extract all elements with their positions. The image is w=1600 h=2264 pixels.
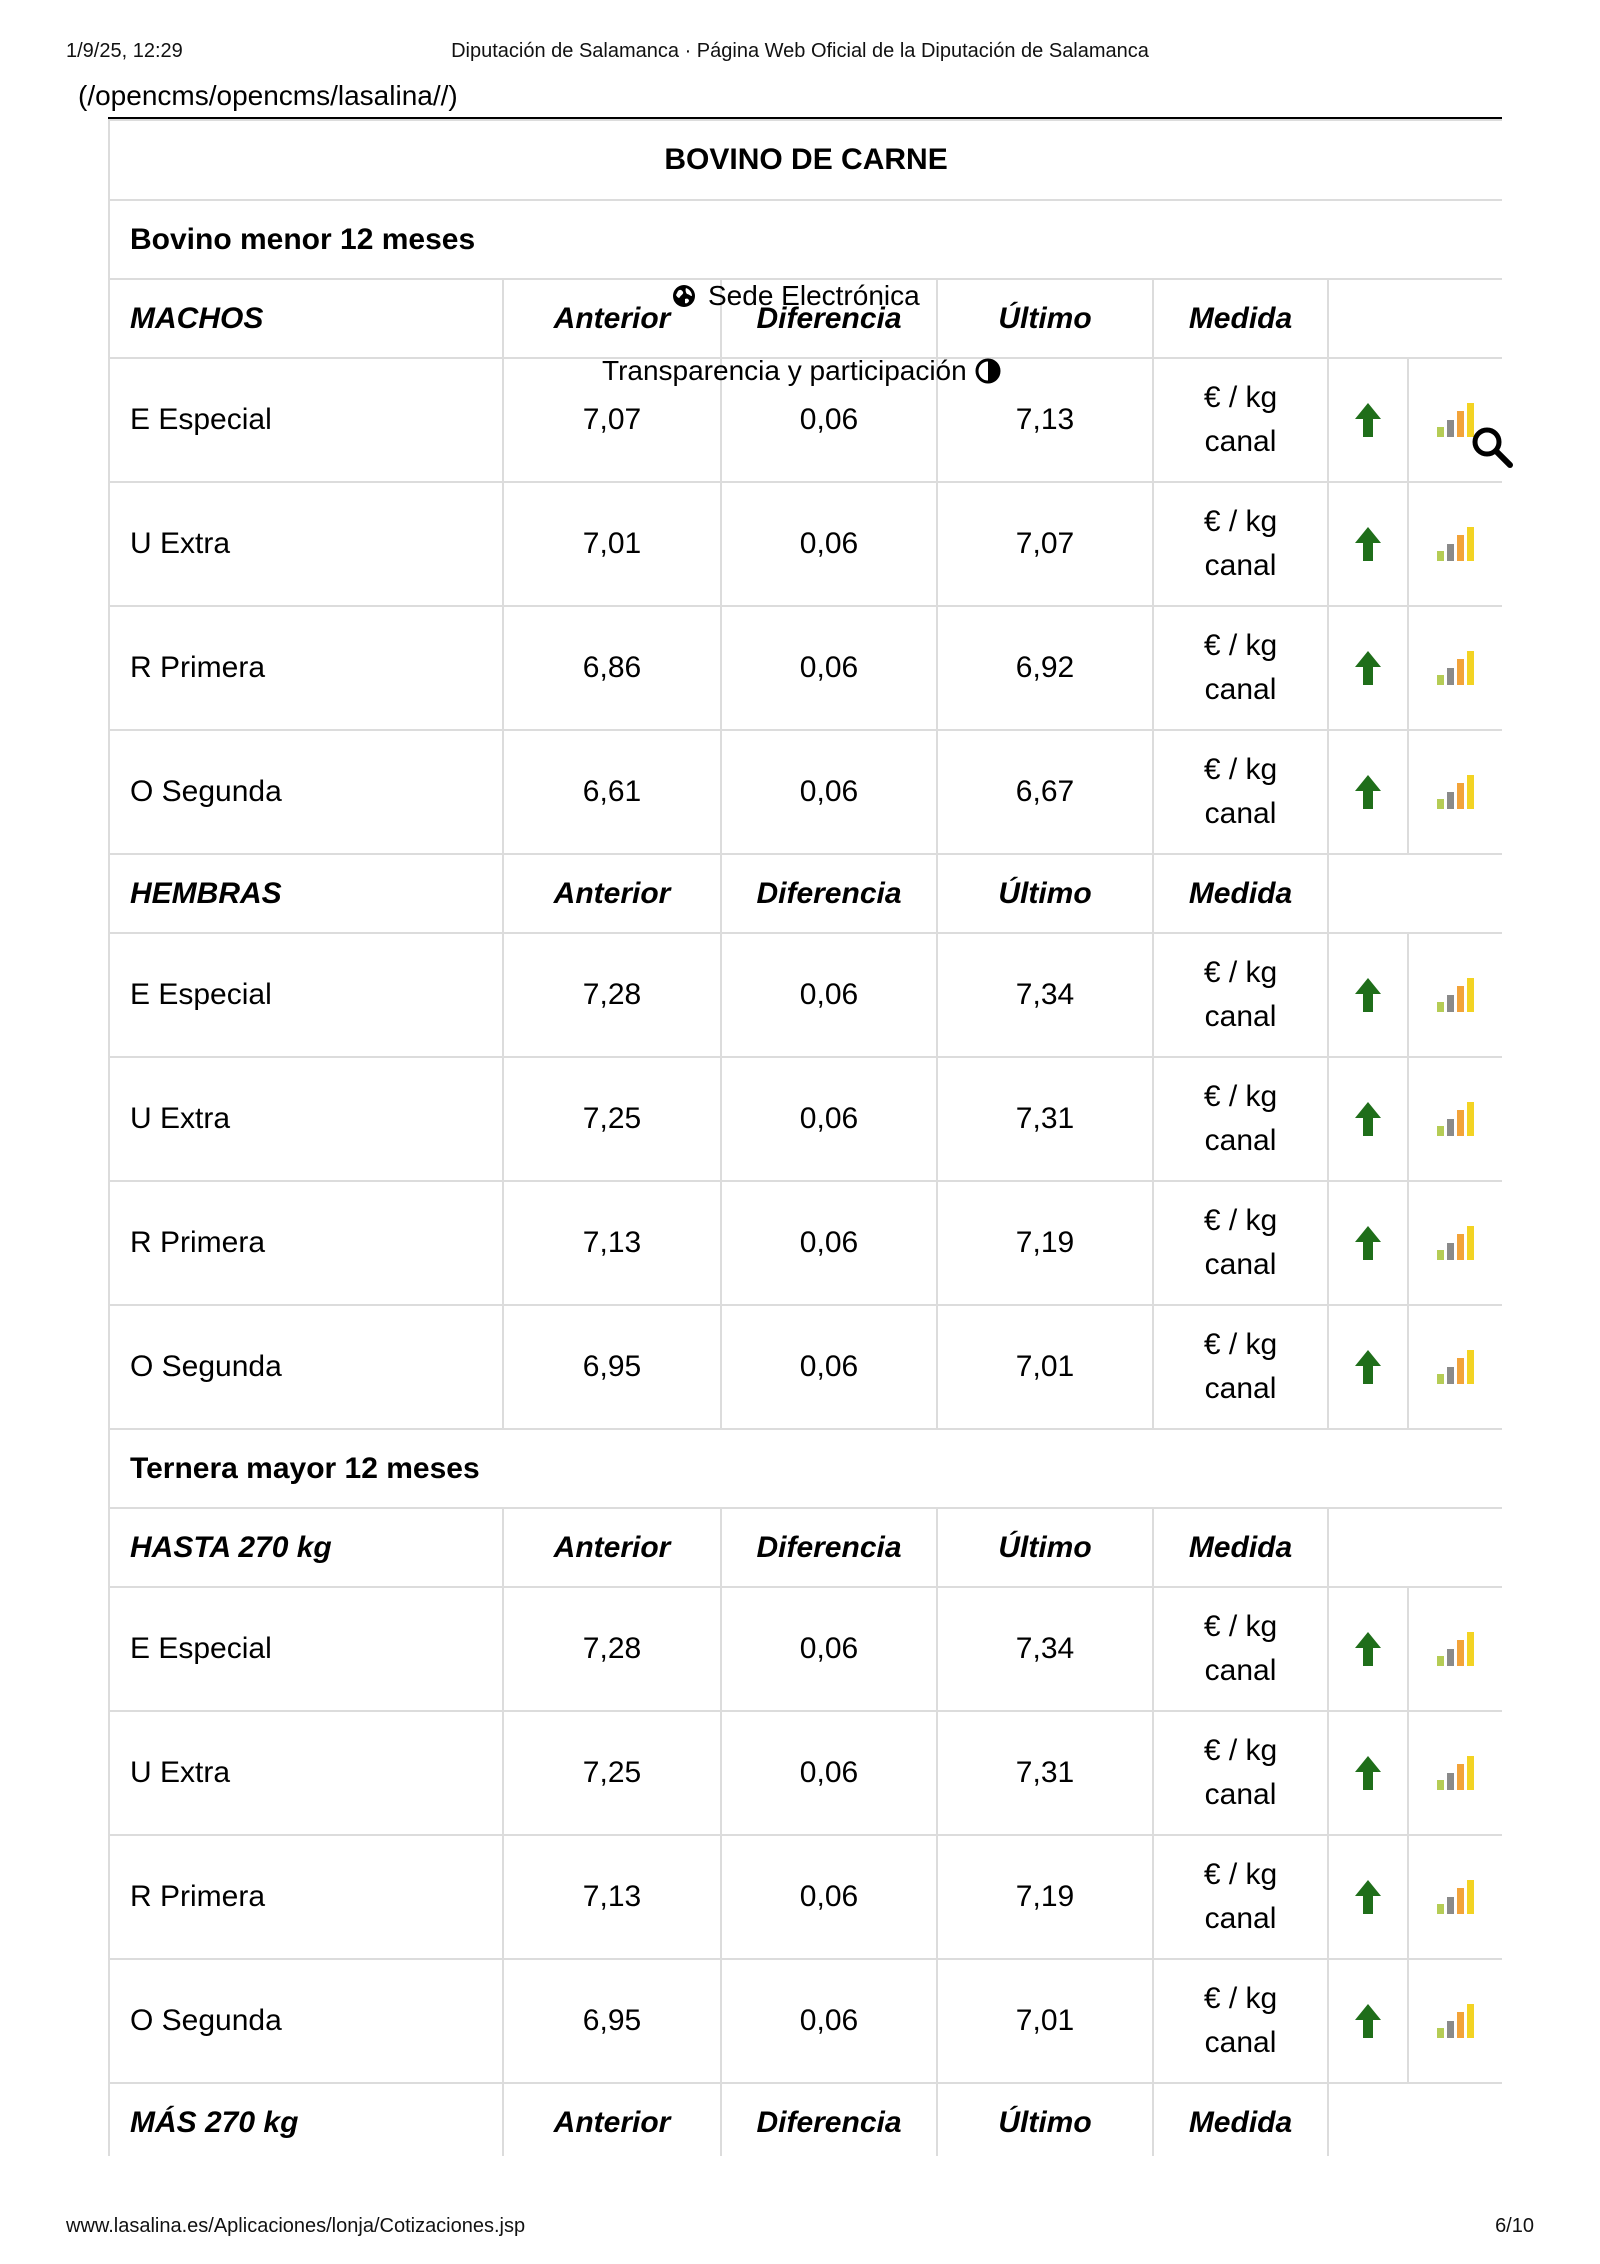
arrow-up-icon: [1354, 1225, 1382, 1261]
column-header-row: [109, 1508, 1502, 1587]
measure-line: € / kg: [1203, 629, 1278, 662]
table-title: BOVINO DE CARNE: [109, 120, 1502, 200]
measure-unit: [1153, 730, 1328, 854]
anterior-value: 7,28: [503, 933, 721, 1057]
measure-unit: [1153, 358, 1328, 482]
header-empty-cell: [1328, 2083, 1502, 2156]
diferencia-value: 0,06: [721, 730, 937, 854]
trend-cell: [1328, 1181, 1408, 1305]
diferencia-value: 0,06: [721, 482, 937, 606]
arrow-up-icon: [1354, 774, 1382, 810]
globe-icon: [672, 284, 696, 308]
measure-line: € / kg: [1203, 1328, 1278, 1361]
trend-cell: [1328, 1959, 1408, 2083]
diferencia-value: 0,06: [721, 1835, 937, 1959]
measure-unit: [1153, 1305, 1328, 1429]
arrow-up-icon: [1354, 526, 1382, 562]
category-label: O Segunda: [109, 1305, 503, 1429]
diferencia-value: 0,06: [721, 1057, 937, 1181]
ultimo-value: 6,92: [937, 606, 1153, 730]
arrow-up-icon: [1354, 1879, 1382, 1915]
header-medida: Medida: [1153, 279, 1328, 358]
measure-line: canal: [1204, 1000, 1277, 1033]
ultimo-value: 7,34: [937, 933, 1153, 1057]
table-row: [109, 1835, 1502, 1959]
header-diferencia: Diferencia: [721, 2083, 937, 2156]
diferencia-value: 0,06: [721, 358, 937, 482]
anterior-value: 6,95: [503, 1959, 721, 2083]
home-link[interactable]: (/opencms/opencms/lasalina//): [78, 80, 458, 111]
header-anterior: Anterior: [503, 854, 721, 933]
bar-chart-icon[interactable]: [1435, 1631, 1477, 1667]
header-anterior: Anterior: [503, 279, 721, 358]
measure-line: canal: [1204, 797, 1277, 830]
measure-line: € / kg: [1203, 1734, 1278, 1767]
arrow-up-icon: [1354, 650, 1382, 686]
ultimo-value: 7,13: [937, 358, 1153, 482]
anterior-value: 6,86: [503, 606, 721, 730]
header-empty-cell: [1328, 279, 1502, 358]
anterior-value: 6,61: [503, 730, 721, 854]
section-label: MACHOS: [109, 279, 503, 358]
measure-line: canal: [1204, 2026, 1277, 2059]
measure-line: € / kg: [1203, 1610, 1278, 1643]
anterior-value: 7,25: [503, 1711, 721, 1835]
trend-cell: [1328, 1711, 1408, 1835]
trend-cell: [1328, 1305, 1408, 1429]
chart-cell[interactable]: [1408, 1711, 1502, 1835]
page-number: 6/10: [1495, 2215, 1534, 2237]
header-ultimo: Último: [937, 279, 1153, 358]
trend-cell: [1328, 606, 1408, 730]
section-label: HASTA 270 kg: [109, 1508, 503, 1587]
bar-chart-icon[interactable]: [1435, 1755, 1477, 1791]
ultimo-value: 7,01: [937, 1305, 1153, 1429]
measure-line: canal: [1204, 1124, 1277, 1157]
search-icon[interactable]: [1470, 425, 1514, 469]
anterior-value: 7,07: [503, 358, 721, 482]
measure-line: € / kg: [1203, 1204, 1278, 1237]
header-anterior: Anterior: [503, 2083, 721, 2156]
transparencia-link[interactable]: [602, 355, 1001, 387]
price-table: [108, 119, 1502, 2156]
header-empty-cell: [1328, 854, 1502, 933]
diferencia-value: 0,06: [721, 1181, 937, 1305]
table-row: [109, 1057, 1502, 1181]
arrow-up-icon: [1354, 2003, 1382, 2039]
chart-cell[interactable]: [1408, 606, 1502, 730]
diferencia-value: 0,06: [721, 1959, 937, 2083]
bar-chart-icon[interactable]: [1435, 1349, 1477, 1385]
print-header: [66, 40, 1534, 64]
anterior-value: 7,13: [503, 1181, 721, 1305]
measure-unit: [1153, 1835, 1328, 1959]
table-row: [109, 933, 1502, 1057]
header-anterior: Anterior: [503, 1508, 721, 1587]
transparencia-label: Transparencia y participación: [602, 355, 967, 386]
chart-cell[interactable]: [1408, 1305, 1502, 1429]
table-title-row: [109, 120, 1502, 200]
header-medida: Medida: [1153, 1508, 1328, 1587]
ultimo-value: 7,34: [937, 1587, 1153, 1711]
measure-line: canal: [1204, 1248, 1277, 1281]
anterior-value: 7,13: [503, 1835, 721, 1959]
group-title: Ternera mayor 12 meses: [109, 1429, 1502, 1508]
chart-cell[interactable]: [1408, 933, 1502, 1057]
trend-cell: [1328, 1835, 1408, 1959]
bar-chart-icon[interactable]: [1435, 1879, 1477, 1915]
category-label: E Especial: [109, 933, 503, 1057]
measure-line: canal: [1204, 425, 1277, 458]
arrow-up-icon: [1354, 977, 1382, 1013]
category-label: R Primera: [109, 606, 503, 730]
bar-chart-icon[interactable]: [1435, 2003, 1477, 2039]
bar-chart-icon[interactable]: [1435, 526, 1477, 562]
bar-chart-icon[interactable]: [1435, 977, 1477, 1013]
group-title: Bovino menor 12 meses: [109, 200, 1502, 279]
group-row: [109, 200, 1502, 279]
diferencia-value: 0,06: [721, 606, 937, 730]
measure-line: € / kg: [1203, 1858, 1278, 1891]
measure-unit: [1153, 482, 1328, 606]
measure-unit: [1153, 1711, 1328, 1835]
sede-electronica-label: Sede Electrónica: [708, 280, 920, 311]
bar-chart-icon[interactable]: [1435, 1101, 1477, 1137]
diferencia-value: 0,06: [721, 933, 937, 1057]
arrow-up-icon: [1354, 402, 1382, 438]
header-ultimo: Último: [937, 2083, 1153, 2156]
diferencia-value: 0,06: [721, 1587, 937, 1711]
category-label: U Extra: [109, 482, 503, 606]
anterior-value: 7,25: [503, 1057, 721, 1181]
header-diferencia: Diferencia: [721, 1508, 937, 1587]
table-row: [109, 1959, 1502, 2083]
anterior-value: 7,01: [503, 482, 721, 606]
bar-chart-icon[interactable]: [1435, 650, 1477, 686]
ultimo-value: 7,31: [937, 1057, 1153, 1181]
trend-cell: [1328, 1057, 1408, 1181]
trend-cell: [1328, 1587, 1408, 1711]
arrow-up-icon: [1354, 1755, 1382, 1791]
section-label: MÁS 270 kg: [109, 2083, 503, 2156]
chart-cell[interactable]: [1408, 730, 1502, 854]
print-title: Diputación de Salamanca · Página Web Oficial de la Diputación de Salamanca: [451, 40, 1149, 62]
category-label: R Primera: [109, 1181, 503, 1305]
measure-unit: [1153, 606, 1328, 730]
arrow-up-icon: [1354, 1101, 1382, 1137]
measure-unit: [1153, 933, 1328, 1057]
sede-electronica-link[interactable]: [672, 280, 920, 312]
ultimo-value: 7,19: [937, 1835, 1153, 1959]
chart-cell[interactable]: [1408, 1057, 1502, 1181]
table-row: [109, 606, 1502, 730]
chart-cell[interactable]: [1408, 1959, 1502, 2083]
ultimo-value: 7,01: [937, 1959, 1153, 2083]
measure-line: € / kg: [1203, 1080, 1278, 1113]
chart-cell[interactable]: [1408, 482, 1502, 606]
category-label: R Primera: [109, 1835, 503, 1959]
measure-line: canal: [1204, 549, 1277, 582]
category-label: U Extra: [109, 1711, 503, 1835]
measure-line: € / kg: [1203, 1982, 1278, 2015]
column-header-row: [109, 854, 1502, 933]
anterior-value: 6,95: [503, 1305, 721, 1429]
ultimo-value: 7,19: [937, 1181, 1153, 1305]
table-frame: [108, 119, 1502, 2156]
measure-line: canal: [1204, 1778, 1277, 1811]
chart-cell[interactable]: [1408, 1587, 1502, 1711]
bar-chart-icon[interactable]: [1435, 774, 1477, 810]
category-label: O Segunda: [109, 730, 503, 854]
ultimo-value: 6,67: [937, 730, 1153, 854]
chart-cell[interactable]: [1408, 1181, 1502, 1305]
table-row: [109, 482, 1502, 606]
column-header-row: [109, 2083, 1502, 2156]
category-label: E Especial: [109, 1587, 503, 1711]
diferencia-value: 0,06: [721, 1305, 937, 1429]
print-footer: [66, 2215, 1534, 2239]
measure-unit: [1153, 1057, 1328, 1181]
table-row: [109, 1305, 1502, 1429]
measure-line: canal: [1204, 673, 1277, 706]
measure-line: € / kg: [1203, 505, 1278, 538]
trend-cell: [1328, 933, 1408, 1057]
header-diferencia: Diferencia: [721, 279, 937, 358]
measure-unit: [1153, 1181, 1328, 1305]
measure-line: € / kg: [1203, 956, 1278, 989]
category-label: E Especial: [109, 358, 503, 482]
diferencia-value: 0,06: [721, 1711, 937, 1835]
print-date: 1/9/25, 12:29: [66, 40, 183, 62]
bar-chart-icon[interactable]: [1435, 1225, 1477, 1261]
measure-line: € / kg: [1203, 753, 1278, 786]
category-label: O Segunda: [109, 1959, 503, 2083]
header-medida: Medida: [1153, 2083, 1328, 2156]
category-label: U Extra: [109, 1057, 503, 1181]
measure-line: canal: [1204, 1372, 1277, 1405]
table-row: [109, 1711, 1502, 1835]
measure-line: canal: [1204, 1654, 1277, 1687]
header-medida: Medida: [1153, 854, 1328, 933]
trend-cell: [1328, 358, 1408, 482]
measure-line: € / kg: [1203, 381, 1278, 414]
anterior-value: 7,28: [503, 1587, 721, 1711]
arrow-up-icon: [1354, 1349, 1382, 1385]
table-row: [109, 1181, 1502, 1305]
header-ultimo: Último: [937, 854, 1153, 933]
print-url: www.lasalina.es/Aplicaciones/lonja/Cotizaciones.jsp: [66, 2215, 526, 2237]
ultimo-value: 7,07: [937, 482, 1153, 606]
ultimo-value: 7,31: [937, 1711, 1153, 1835]
table-row: [109, 730, 1502, 854]
trend-cell: [1328, 482, 1408, 606]
table-row: [109, 1587, 1502, 1711]
measure-line: canal: [1204, 1902, 1277, 1935]
arrow-up-icon: [1354, 1631, 1382, 1667]
measure-unit: [1153, 1959, 1328, 2083]
contrast-icon[interactable]: [975, 358, 1001, 384]
header-empty-cell: [1328, 1508, 1502, 1587]
chart-cell[interactable]: [1408, 1835, 1502, 1959]
trend-cell: [1328, 730, 1408, 854]
measure-unit: [1153, 1587, 1328, 1711]
section-label: HEMBRAS: [109, 854, 503, 933]
header-ultimo: Último: [937, 1508, 1153, 1587]
group-row: [109, 1429, 1502, 1508]
header-diferencia: Diferencia: [721, 854, 937, 933]
